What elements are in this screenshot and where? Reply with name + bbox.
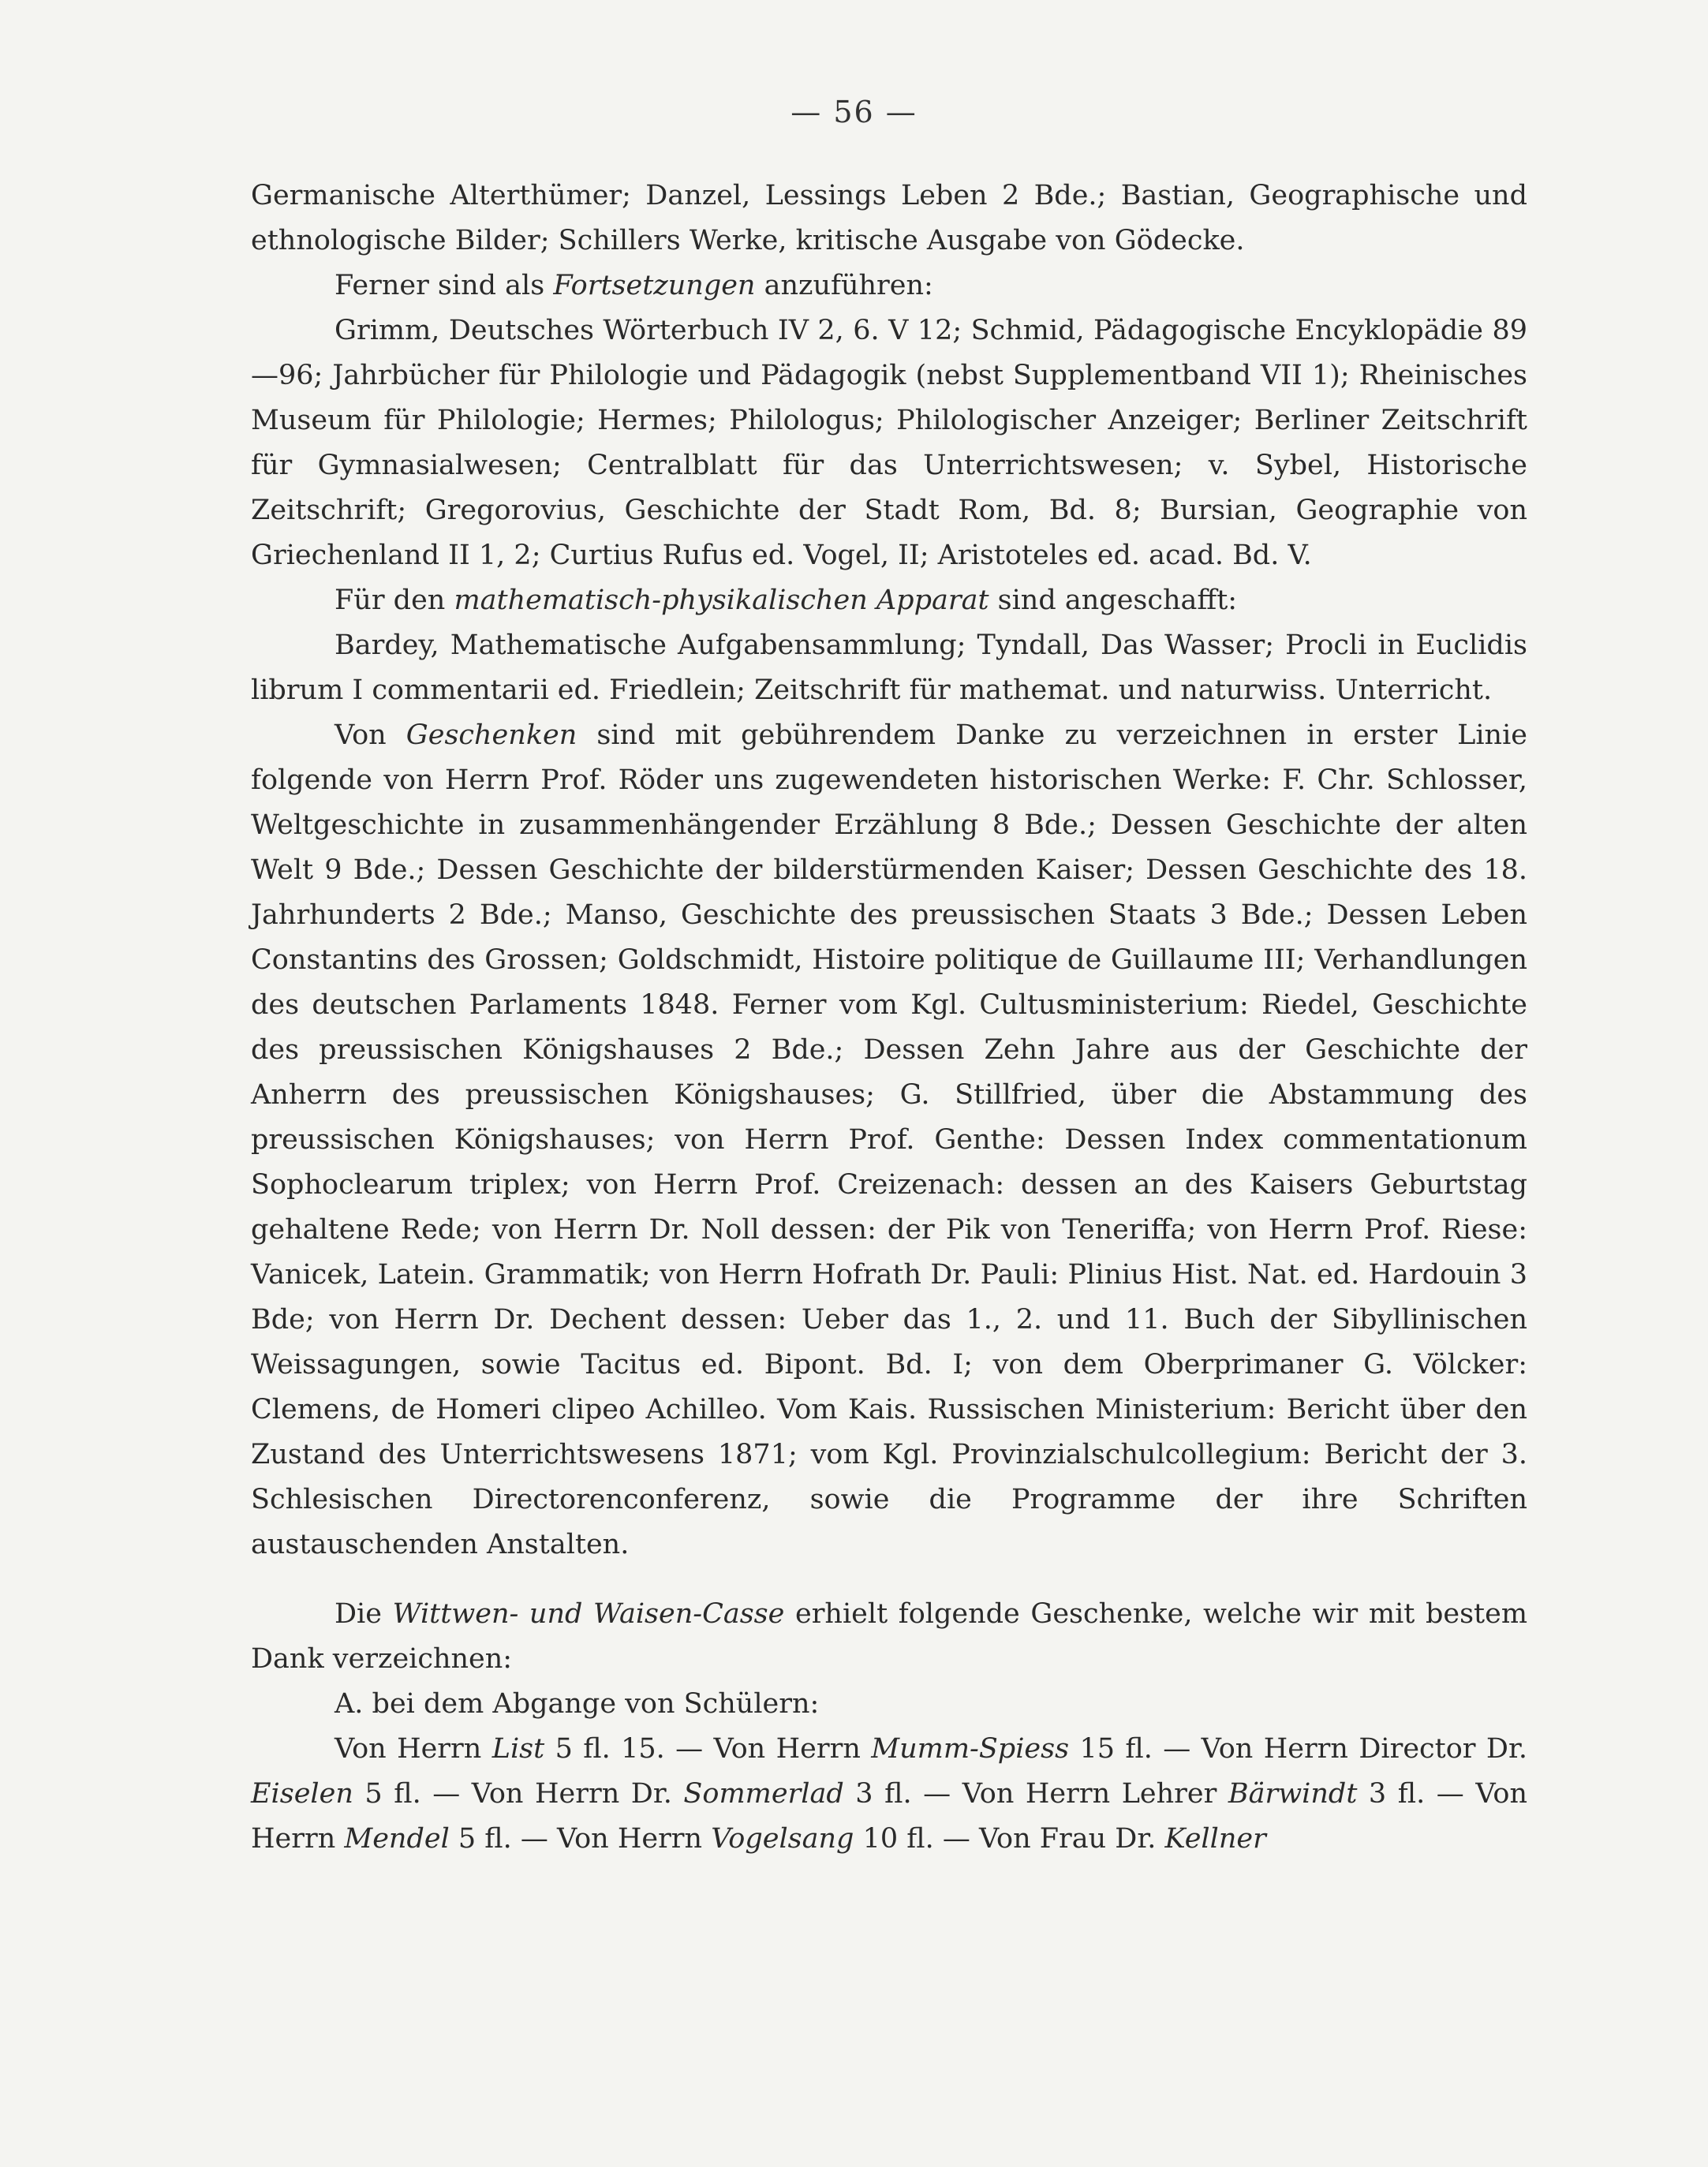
donor-amount: 3 fl. —	[843, 1778, 962, 1810]
paragraph-gifts	[251, 713, 1527, 1567]
donor-prefix: Von Herrn	[713, 1733, 872, 1765]
paragraph-continuations-intro	[251, 263, 1527, 308]
donor-amount: 15 fl. —	[1069, 1733, 1202, 1765]
donor-name: Mendel	[344, 1823, 450, 1855]
donor-prefix: Von Herrn	[334, 1733, 492, 1765]
text-run: Von	[334, 719, 406, 751]
emphasis-fortsetzungen: Fortsetzungen	[553, 270, 756, 301]
donor-prefix: Von Frau Dr.	[978, 1823, 1165, 1855]
donor-name: Vogelsang	[711, 1823, 854, 1855]
page-number: — 56 —	[790, 95, 918, 129]
donor-prefix: Von Herrn Dr.	[471, 1778, 684, 1810]
emphasis-fund-name: Wittwen- und Waisen-Casse	[392, 1598, 785, 1630]
donor-name: List	[491, 1733, 545, 1765]
donor-prefix: Von Herrn Director Dr.	[1201, 1733, 1527, 1765]
text-run: Die	[334, 1598, 393, 1630]
text-run: Für den	[334, 585, 454, 616]
donor-name: Eiselen	[251, 1778, 353, 1810]
section-label: A.	[334, 1688, 364, 1720]
donor-amount: 3 fl. —	[1357, 1778, 1476, 1810]
paragraph-apparatus-list: Bardey, Mathematische Aufgabensammlung; Tyndall, Das Wasser; Procli in Euclidis librum I commentarii ed. Friedlein; Zeitschrift für mathemat. und naturwiss. Unterricht.	[251, 630, 1527, 706]
text-run: erhielt folgende Geschenke, welche wir mit bestem Dank verzeichnen:	[251, 1598, 1528, 1675]
donor-amount: 5 fl. —	[353, 1778, 472, 1810]
text-run: sind angeschafft:	[989, 585, 1238, 616]
text-run: anzuführen:	[755, 270, 933, 301]
paragraph-apparatus-intro	[251, 578, 1527, 623]
donor-prefix: Von Herrn	[251, 1778, 1527, 1855]
donor-name: Sommerlad	[683, 1778, 844, 1810]
donor-name: Mumm-Spiess	[871, 1733, 1070, 1765]
donor-amount: 5 fl. 15. —	[544, 1733, 714, 1765]
donor-name: Bärwindt	[1228, 1778, 1358, 1810]
main-text-block	[251, 174, 1527, 1567]
paragraph-fund-intro	[251, 1592, 1527, 1682]
donor-name: Kellner	[1164, 1823, 1266, 1855]
paragraph-continuations-list: Grimm, Deutsches Wörterbuch IV 2, 6. V 12; Schmid, Pädagogische Encyklopädie 89—96; Jahrbücher für Philologie und Pädagogik (nebst Supplementband VII 1); Rheinisches Museum für Philologie; Hermes; Philologus; Philologischer Anzeiger; Berliner Zeitschrift für Gymnasialwesen; Centralblatt für das Unterrichtswesen; v. Sybel, Historische Zeitschrift; Gregorovius, Geschichte der Stadt Rom, Bd. 8; Bursian, Geographie von Griechenland II 1, 2; Curtius Rufus ed. Vogel, II; Aristoteles ed. acad. Bd. V.	[251, 315, 1527, 571]
text-run: sind mit gebührendem Danke zu verzeichnen in erster Linie folgende von Herrn Prof. Röder uns zugewendeten historischen Werke: F. Chr. Schlosser, Weltgeschichte in zusammenhängender Erzählung 8 Bde.; Dessen Geschichte der alten Welt 9 Bde.; Dessen Geschichte der bilderstürmenden Kaiser; Dessen Geschichte des 18. Jahrhunderts 2 Bde.; Manso, Geschichte des preussischen Staats 3 Bde.; Dessen Leben Constantins des Grossen; Goldschmidt, Histoire politique de Guillaume III; Verhandlungen des deutschen Parlaments 1848. Ferner vom Kgl. Cultusministerium: Riedel, Geschichte des preussischen Königshauses 2 Bde.; Dessen Zehn Jahre aus der Geschichte der Anherrn des preussischen Königshauses; G. Stillfried, über die Abstammung des preussischen Königshauses; von Herrn Prof. Genthe: Dessen Index commentationum Sophoclearum triplex; von Herrn Prof. Creizenach: dessen an des Kaisers Geburtstag gehaltene Rede; von Herrn Dr. Noll dessen: der Pik von Teneriffa; von Herrn Prof. Riese: Vanicek, Latein. Grammatik; von Herrn Hofrath Dr. Pauli: Plinius Hist. Nat. ed. Hardouin 3 Bde; von Herrn Dr. Dechent dessen: Ueber das 1., 2. und 11. Buch der Sibyllinischen Weissagungen, sowie Tacitus ed. Bipont. Bd. I; von dem Oberprimaner G. Völcker: Clemens, de Homeri clipeo Achilleo. Vom Kais. Russischen Ministerium: Bericht über den Zustand des Unterrichtswesens 1871; vom Kgl. Provinzialschulcollegium: Bericht der 3. Schlesischen Directorenconferenz, sowie die Programme der ihre Schriften austauschenden Anstalten.	[251, 719, 1527, 1560]
donor-amount: 10 fl. —	[854, 1823, 979, 1855]
paragraph-books-list: Germanische Alterthümer; Danzel, Lessings Leben 2 Bde.; Bastian, Geographische und ethnologische Bilder; Schillers Werke, kritische Ausgabe von Gödecke.	[251, 180, 1527, 256]
paragraph-donor-list	[251, 1727, 1527, 1862]
emphasis-apparat: mathematisch-physikalischen Apparat	[454, 585, 989, 616]
emphasis-geschenken: Geschenken	[406, 719, 577, 751]
text-run: Ferner sind als	[334, 270, 554, 301]
widow-orphan-fund-block	[251, 1592, 1527, 1862]
section-heading-a	[251, 1682, 1527, 1727]
section-heading-text: bei dem Abgange von Schülern:	[372, 1688, 820, 1720]
donor-amount: 5 fl. —	[449, 1823, 558, 1855]
donor-prefix: Von Herrn	[557, 1823, 712, 1855]
donor-prefix: Von Herrn Lehrer	[962, 1778, 1228, 1810]
